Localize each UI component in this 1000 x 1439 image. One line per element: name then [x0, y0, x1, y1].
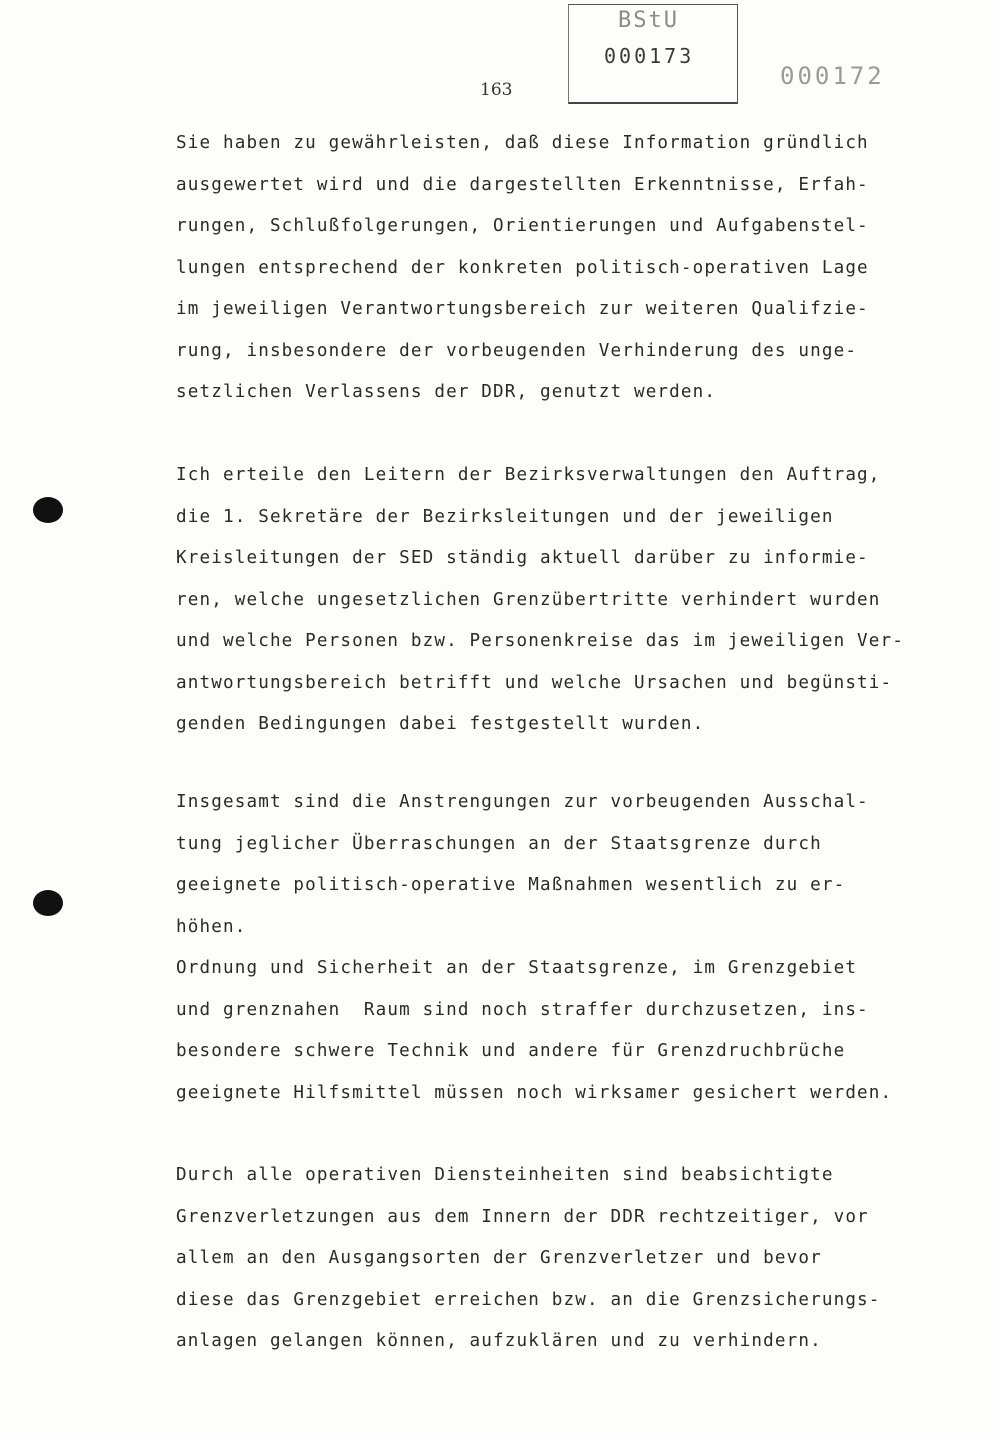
paragraph-4 — [176, 1165, 881, 1373]
text-line: lungen entsprechend der konkreten politisch-operativen Lage — [176, 257, 869, 278]
stamp-title: BStU — [618, 8, 679, 33]
text-line: Insgesamt sind die Anstrengungen zur vorbeugenden Ausschal- — [176, 792, 869, 812]
text-line: geeignete Hilfsmittel müssen noch wirksamer gesichert werden. — [176, 1082, 893, 1103]
text-line: die 1. Sekretäre der Bezirksleitungen und der jeweiligen — [176, 506, 834, 527]
punch-hole-bottom — [33, 890, 63, 916]
text-line: diese das Grenzgebiet erreichen bzw. an die Grenzsicherungs- — [176, 1289, 881, 1310]
text-line: allem an den Ausgangsorten der Grenzverletzer und bevor — [176, 1248, 822, 1268]
text-line: Kreisleitungen der SED ständig aktuell darüber zu informie- — [176, 548, 869, 568]
text-line: Ordnung und Sicherheit an der Staatsgrenze, im Grenzgebiet — [176, 958, 858, 978]
page-number: 163 — [480, 80, 513, 100]
stamp-number: 000173 — [604, 44, 695, 68]
text-line: höhen. — [176, 916, 247, 937]
text-line: besondere schwere Technik und andere für Grenzdruchbrüche — [176, 1041, 846, 1061]
text-line: Durch alle operativen Diensteinheiten sind beabsichtigte — [176, 1165, 834, 1185]
text-line: im jeweiligen Verantwortungsbereich zur weiteren Qualifzie- — [176, 299, 869, 319]
text-line: Grenzverletzungen aus dem Innern der DDR rechtzeitiger, vor — [176, 1206, 869, 1227]
text-line: setzlichen Verlassens der DDR, genutzt werden. — [176, 382, 717, 402]
archive-page-number: 000172 — [780, 62, 885, 90]
text-line: rung, insbesondere der vorbeugenden Verhinderung des unge- — [176, 340, 858, 361]
text-line: Sie haben zu gewährleisten, daß diese Information gründlich — [176, 133, 869, 153]
paragraph-2 — [176, 465, 904, 756]
text-line: geeignete politisch-operative Maßnahmen wesentlich zu er- — [176, 875, 846, 895]
punch-hole-top — [33, 497, 63, 523]
paragraph-3 — [176, 792, 892, 1124]
text-line: tung jeglicher Überraschungen an der Staatsgrenze durch — [176, 833, 822, 854]
text-line: und grenznahen Raum sind noch straffer durchzusetzen, ins- — [176, 999, 869, 1020]
text-line: antwortungsbereich betrifft und welche Ursachen und begünsti- — [176, 672, 893, 693]
text-line: genden Bedingungen dabei festgestellt wurden. — [176, 714, 705, 734]
text-line: ren, welche ungesetzlichen Grenzübertritte verhindert wurden — [176, 589, 881, 610]
paragraph-1 — [176, 133, 869, 424]
text-line: Ich erteile den Leitern der Bezirksverwaltungen den Auftrag, — [176, 465, 881, 485]
text-line: ausgewertet wird und die dargestellten Erkenntnisse, Erfah- — [176, 174, 869, 195]
text-line: und welche Personen bzw. Personenkreise das im jeweiligen Ver- — [176, 631, 905, 651]
text-line: rungen, Schlußfolgerungen, Orientierungen und Aufgabenstel- — [176, 216, 869, 236]
text-line: anlagen gelangen können, aufzuklären und zu verhindern. — [176, 1331, 822, 1351]
